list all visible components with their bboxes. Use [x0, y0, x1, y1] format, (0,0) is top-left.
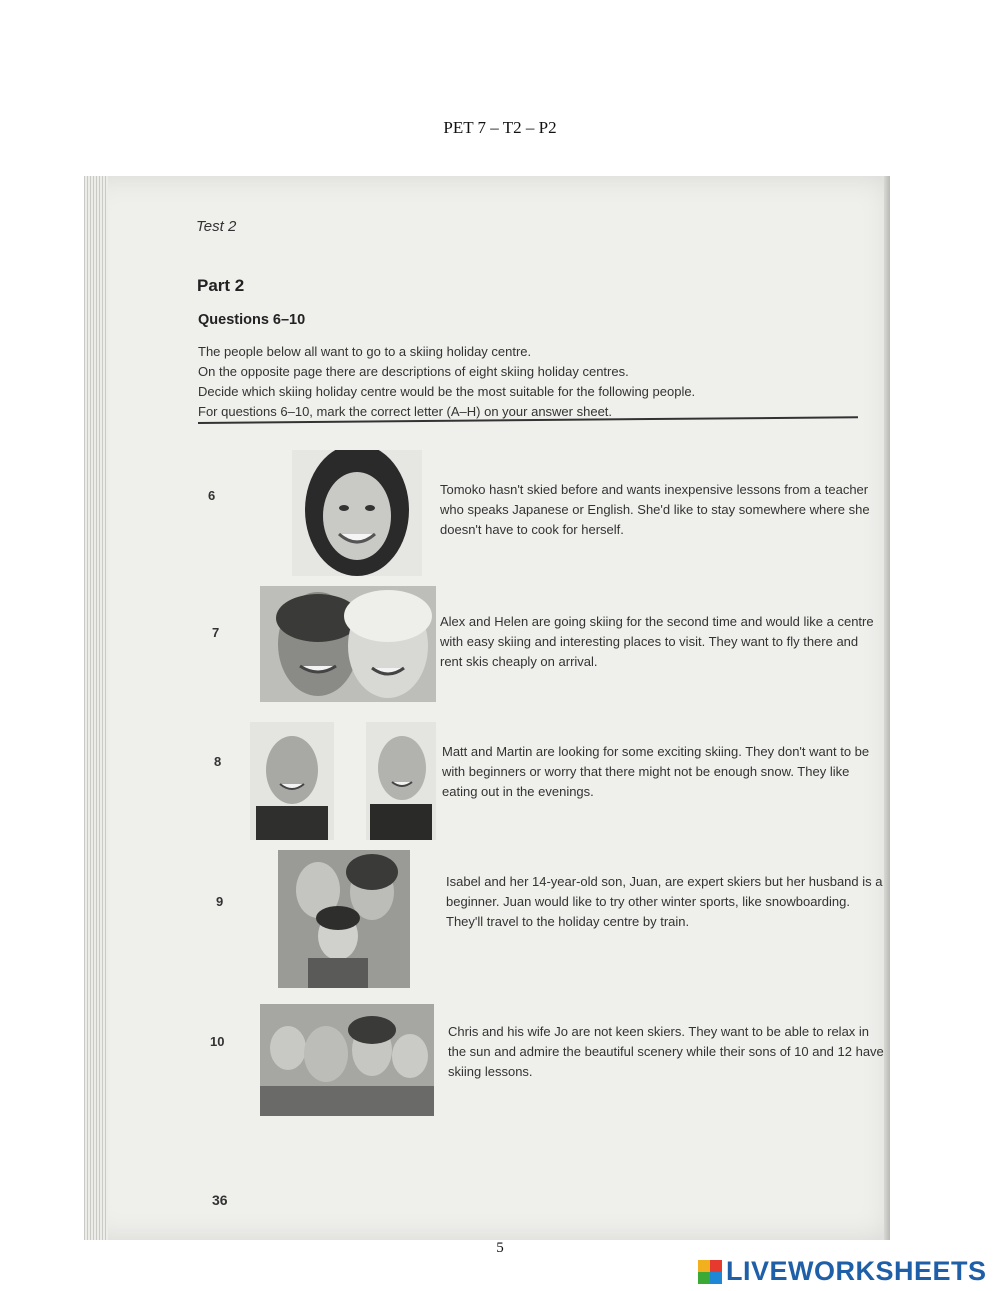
- part-title: Part 2: [197, 276, 245, 295]
- portrait-photo-isabel-family: [278, 850, 410, 988]
- portrait-photo-chris-family: [260, 1004, 434, 1116]
- document-header: PET 7 – T2 – P2: [443, 118, 557, 137]
- instruction-line: On the opposite page there are descriptions of eight skiing holiday centres.: [198, 364, 629, 379]
- portrait-photo-tomoko: [292, 450, 422, 576]
- brand[interactable]: [698, 1256, 987, 1287]
- questions-title: Questions 6–10: [198, 312, 306, 328]
- question-text: Chris and his wife Jo are not keen skiers. They want to be able to relax in the sun and admire the beautiful scenery while their sons of 10 and 12 have skiing lessons.: [448, 1024, 884, 1079]
- book-page-number: 36: [212, 1192, 228, 1208]
- question-text: Tomoko hasn't skied before and wants inexpensive lessons from a teacher who speaks Japanese or English. She'd like to stay somewhere where she doesn't have to cook for herself.: [440, 482, 870, 537]
- question-number: 6: [208, 488, 216, 503]
- book-page-edges: [84, 176, 108, 1240]
- question-number: 10: [210, 1034, 225, 1049]
- instruction-line: For questions 6–10, mark the correct letter (A–H) on your answer sheet.: [198, 404, 613, 419]
- question-number: 9: [216, 894, 224, 909]
- question-text: Matt and Martin are looking for some exciting skiing. They don't want to be with beginners or worry that there might not be enough snow. They like eating out in the evenings.: [442, 744, 870, 799]
- brand-name: LIVEWORKSHEETS: [726, 1256, 987, 1286]
- question-number: 8: [214, 754, 222, 769]
- portrait-photo-martin: [366, 722, 436, 840]
- question-number: 7: [212, 625, 220, 640]
- question-text: Alex and Helen are going skiing for the second time and would like a centre with easy skiing and interesting places to visit. They want to fly there and rent skis cheaply on arrival.: [440, 614, 874, 669]
- instructions: [198, 342, 878, 422]
- instruction-line: Decide which skiing holiday centre would be the most suitable for the following people.: [198, 384, 696, 399]
- question-text: Isabel and her 14-year-old son, Juan, are expert skiers but her husband is a beginner. Juan would like to try other winter sports, like snowboarding. They'll travel to the holiday centre by train.: [446, 874, 883, 929]
- liveworksheets-logo-icon: [698, 1260, 722, 1284]
- scanned-page: [84, 176, 890, 1240]
- test-label: Test 2: [196, 218, 237, 235]
- portrait-photo-matt: [250, 722, 334, 840]
- instruction-line: The people below all want to go to a skiing holiday centre.: [198, 344, 532, 359]
- footer-page-number: 5: [496, 1240, 504, 1256]
- portrait-photo-alex-helen: [260, 586, 436, 702]
